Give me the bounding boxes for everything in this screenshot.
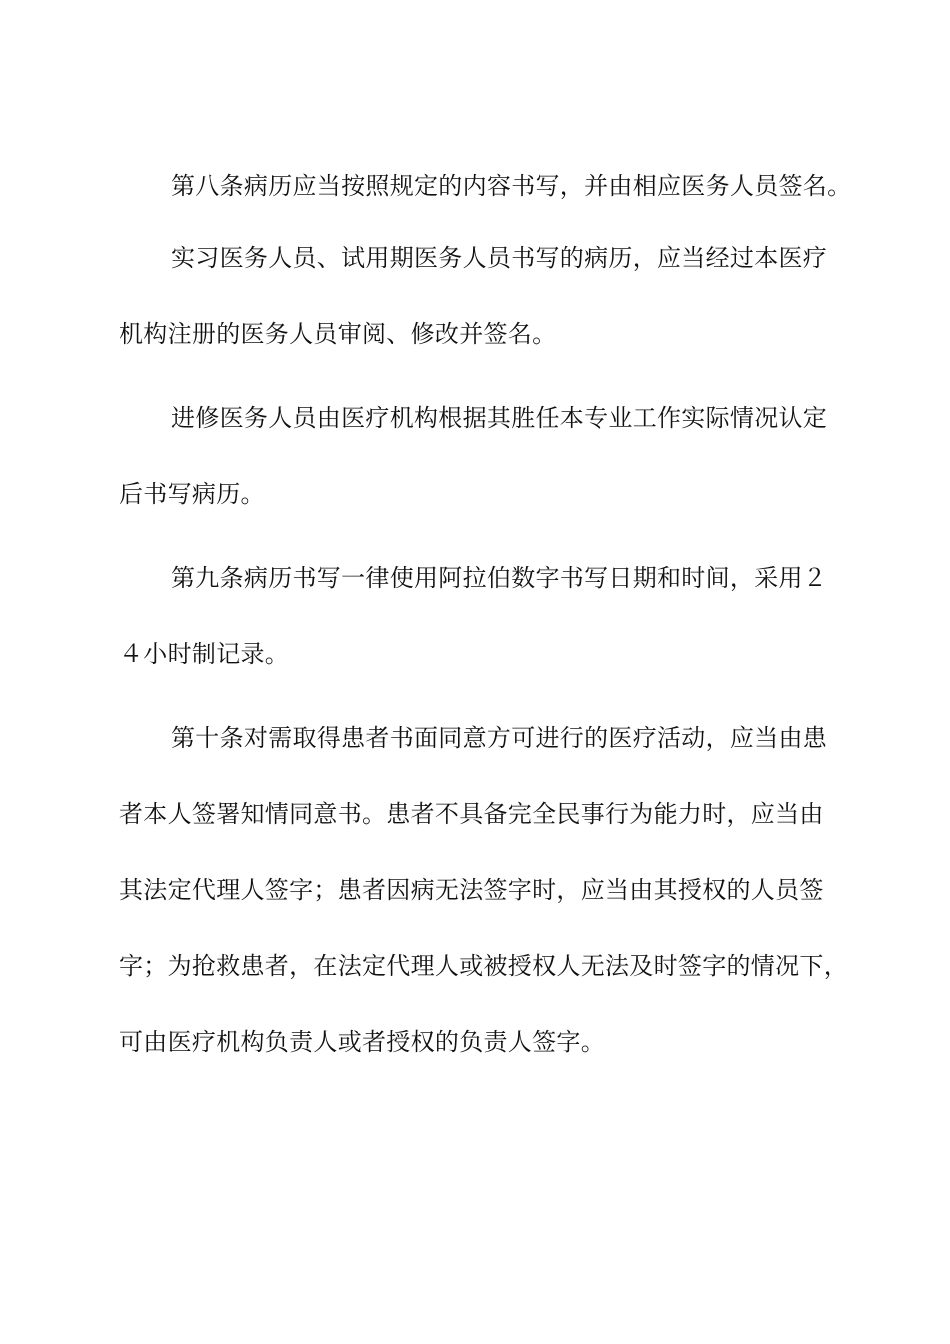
paragraph-4-line-2: ４小时制记录。: [119, 640, 290, 668]
paragraph-4-line-1: 第九条病历书写一律使用阿拉伯数字书写日期和时间，采用２: [171, 564, 828, 592]
paragraph-5-line-1: 第十条对需取得患者书面同意方可进行的医疗活动，应当由患: [171, 724, 828, 752]
paragraph-3-line-1: 进修医务人员由医疗机构根据其胜任本专业工作实际情况认定: [171, 404, 828, 432]
paragraph-5-line-4: 字；为抢救患者，在法定代理人或被授权人无法及时签字的情况下，: [119, 952, 848, 980]
paragraph-5-line-3: 其法定代理人签字；患者因病无法签字时，应当由其授权的人员签: [119, 876, 824, 904]
paragraph-5-line-5: 可由医疗机构负责人或者授权的负责人签字。: [119, 1028, 605, 1056]
paragraph-2-line-2: 机构注册的医务人员审阅、修改并签名。: [119, 320, 557, 348]
paragraph-5-line-2: 者本人签署知情同意书。患者不具备完全民事行为能力时，应当由: [119, 800, 824, 828]
paragraph-2-line-1: 实习医务人员、试用期医务人员书写的病历，应当经过本医疗: [171, 244, 828, 272]
paragraph-3-line-2: 后书写病历。: [119, 480, 265, 508]
paragraph-1-line-1: 第八条病历应当按照规定的内容书写，并由相应医务人员签名。: [171, 172, 852, 200]
